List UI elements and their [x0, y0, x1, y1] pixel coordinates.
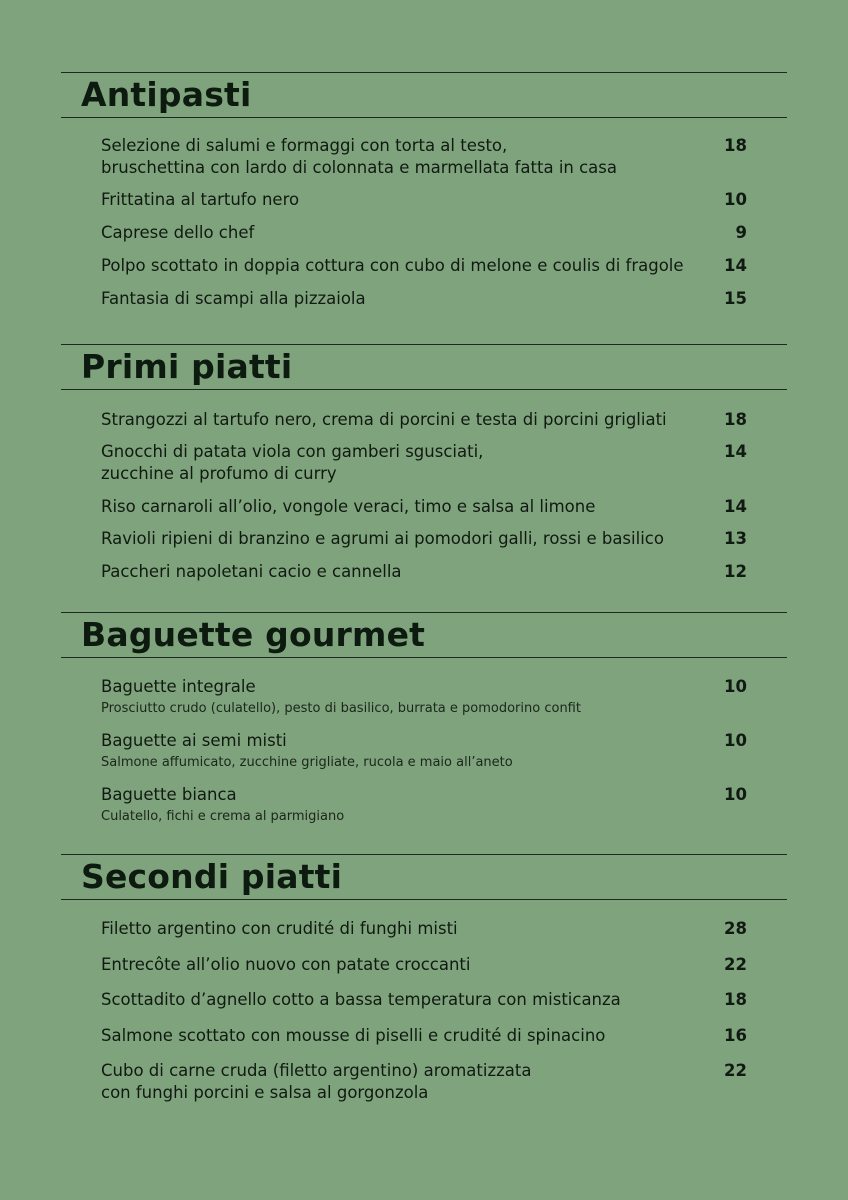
menu-item — [101, 1060, 747, 1104]
item-name: Filetto argentino con crudité di funghi misti — [101, 919, 458, 938]
section-header-primi-piatti — [61, 344, 787, 390]
menu-item — [101, 528, 747, 550]
item-description: Salmone affumicato, zucchine grigliate, rucola e maio all’aneto — [101, 755, 513, 770]
item-name: Riso carnaroli all’olio, vongole veraci, timo e salsa al limone — [101, 497, 596, 516]
menu-item — [101, 676, 747, 718]
item-name: Paccheri napoletani cacio e cannella — [101, 562, 402, 581]
item-name: Ravioli ripieni di branzino e agrumi ai pomodori galli, rossi e basilico — [101, 529, 664, 548]
item-name: Baguette ai semi misti — [101, 731, 287, 750]
item-price: 10 — [724, 785, 747, 804]
menu-item — [101, 135, 747, 179]
item-price: 13 — [724, 529, 747, 548]
item-price: 18 — [724, 136, 747, 155]
item-description: Culatello, fichi e crema al parmigiano — [101, 809, 345, 824]
menu-item — [101, 222, 747, 244]
item-price: 14 — [724, 442, 747, 461]
menu-item — [101, 496, 747, 518]
menu-item — [101, 409, 747, 431]
item-price: 10 — [724, 677, 747, 696]
item-name: Baguette integrale — [101, 677, 256, 696]
menu-item — [101, 561, 747, 583]
menu-item — [101, 189, 747, 211]
menu-item — [101, 441, 747, 485]
item-name: Gnocchi di patata viola con gamberi sgusciati, zucchine al profumo di curry — [101, 442, 484, 483]
section-title: Antipasti — [81, 75, 252, 114]
item-price: 14 — [724, 497, 747, 516]
section-header-baguette-gourmet — [61, 612, 787, 658]
item-name: Fantasia di scampi alla pizzaiola — [101, 289, 366, 308]
item-name: Entrecôte all’olio nuovo con patate croccanti — [101, 955, 471, 974]
item-price: 22 — [724, 955, 747, 974]
item-price: 18 — [724, 410, 747, 429]
item-name: Scottadito d’agnello cotto a bassa temperatura con misticanza — [101, 990, 621, 1009]
menu-item — [101, 954, 747, 976]
menu-item — [101, 255, 747, 277]
section-header-secondi-piatti — [61, 854, 787, 900]
item-price: 9 — [735, 223, 747, 242]
menu-item — [101, 730, 747, 772]
item-name: Baguette bianca — [101, 785, 237, 804]
item-name: Strangozzi al tartufo nero, crema di porcini e testa di porcini grigliati — [101, 410, 667, 429]
item-price: 12 — [724, 562, 747, 581]
section-title: Secondi piatti — [81, 857, 343, 896]
item-description: Prosciutto crudo (culatello), pesto di basilico, burrata e pomodorino confit — [101, 701, 581, 716]
item-price: 15 — [724, 289, 747, 308]
item-price: 10 — [724, 190, 747, 209]
item-name: Salmone scottato con mousse di piselli e crudité di spinacino — [101, 1026, 606, 1045]
section-title: Primi piatti — [81, 347, 293, 386]
item-price: 10 — [724, 731, 747, 750]
item-name: Polpo scottato in doppia cottura con cubo di melone e coulis di fragole — [101, 256, 684, 275]
item-name: Frittatina al tartufo nero — [101, 190, 300, 209]
item-price: 22 — [724, 1061, 747, 1080]
menu-item — [101, 784, 747, 826]
item-price: 28 — [724, 919, 747, 938]
item-name: Selezione di salumi e formaggi con torta al testo, bruschettina con lardo di colonnata e marmellata fatta in casa — [101, 136, 617, 177]
item-name: Cubo di carne cruda (filetto argentino) aromatizzata con funghi porcini e salsa al gorgonzola — [101, 1061, 532, 1102]
section-title: Baguette gourmet — [81, 615, 426, 654]
item-price: 14 — [724, 256, 747, 275]
item-price: 18 — [724, 990, 747, 1009]
item-price: 16 — [724, 1026, 747, 1045]
section-header-antipasti — [61, 72, 787, 118]
menu-item — [101, 288, 747, 310]
menu-item — [101, 918, 747, 940]
menu-item — [101, 989, 747, 1011]
item-name: Caprese dello chef — [101, 223, 255, 242]
menu-item — [101, 1025, 747, 1047]
